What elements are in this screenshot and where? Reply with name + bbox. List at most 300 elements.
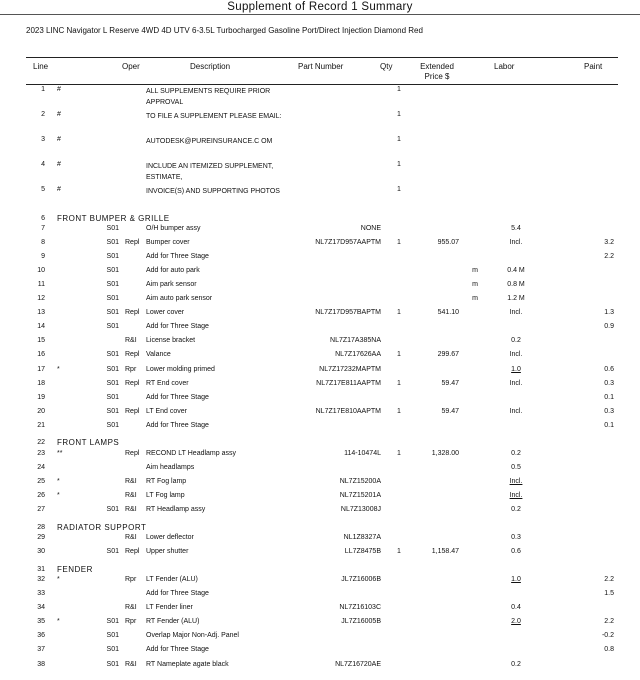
description: Add for Three Stage [146, 253, 209, 261]
quantity [384, 478, 414, 492]
description: Upper shutter [146, 548, 189, 556]
quantity: 1 [397, 379, 401, 387]
labor-type-marker [462, 380, 488, 394]
quantity: 1 [397, 186, 401, 193]
operation: Repl [125, 309, 140, 317]
part-number: JL7Z16006B [341, 576, 381, 584]
extended-price [414, 590, 462, 604]
table-row [26, 366, 618, 380]
section-title: FRONT LAMPS [57, 438, 120, 448]
header-bottom-rule [26, 84, 618, 85]
paint-hours: 0.8 [604, 646, 614, 654]
labor-type-marker [462, 309, 488, 323]
quantity [384, 506, 414, 520]
paint-hours [544, 136, 618, 161]
labor-type-marker [462, 478, 488, 492]
labor-hours: 1.0 [511, 576, 521, 584]
extended-price [414, 604, 462, 618]
line-flag [49, 408, 92, 422]
section-header-row [26, 562, 618, 576]
line-flag [49, 590, 92, 604]
line-number: 38 [37, 660, 45, 668]
table-row [26, 548, 618, 562]
supplement-code [92, 161, 122, 186]
supplement-code: S01 [106, 379, 119, 387]
quantity [384, 394, 414, 408]
supplement-code [92, 111, 122, 136]
paint-hours: 2.2 [604, 253, 614, 261]
col-header-description: Description [190, 62, 231, 71]
description: Overlap Major Non-Adj. Panel [146, 632, 239, 640]
line-flag: * [57, 618, 60, 626]
line-number: 17 [37, 365, 45, 373]
line-number: 3 [41, 136, 45, 143]
description: Aim park sensor [146, 281, 197, 289]
extended-price [414, 618, 462, 632]
paint-hours [544, 161, 618, 186]
description: LT Fender liner [146, 604, 193, 612]
part-number [282, 186, 384, 211]
operation: Repl [125, 239, 140, 247]
paint-hours: 0.1 [604, 393, 614, 401]
part-number [282, 464, 384, 478]
line-flag: # [57, 136, 61, 143]
quantity [384, 464, 414, 478]
part-number [282, 161, 384, 186]
part-number [282, 394, 384, 408]
paint-hours [544, 534, 618, 548]
description: Add for auto park [146, 267, 200, 275]
supplement-code [92, 576, 122, 590]
line-number: 16 [37, 351, 45, 359]
extended-price [414, 492, 462, 506]
table-row [26, 492, 618, 506]
supplement-code: S01 [106, 646, 119, 654]
line-number: 36 [37, 632, 45, 640]
description: RT Fender (ALU) [146, 618, 200, 626]
col-header-part-number: Part Number [298, 62, 344, 71]
line-number: 37 [37, 646, 45, 654]
line-flag [49, 632, 92, 646]
extended-price [414, 295, 462, 309]
line-number: 31 [37, 565, 45, 573]
labor-type-marker [462, 323, 488, 337]
labor-type-marker [462, 661, 488, 675]
paint-hours [544, 295, 618, 309]
section-title: FENDER [57, 564, 93, 574]
labor-type-marker [462, 464, 488, 478]
supplement-code [92, 492, 122, 506]
extended-price: 299.67 [437, 351, 459, 359]
paint-hours [544, 86, 618, 111]
labor-hours: Incl. [509, 477, 523, 485]
extended-price [414, 506, 462, 520]
supplement-code [92, 478, 122, 492]
paint-hours: -0.2 [601, 632, 614, 640]
part-number: NL7Z17D957BAPTM [315, 309, 381, 317]
operation: Repl [125, 407, 140, 415]
labor-hours: Incl. [509, 239, 523, 247]
line-number: 34 [37, 604, 45, 612]
paint-hours: 0.1 [604, 421, 614, 429]
operation: R&I [125, 337, 137, 345]
part-number: NL1Z8327A [343, 534, 381, 542]
table-row [26, 295, 618, 309]
labor-hours: 0.3 [511, 534, 521, 542]
line-flag: # [57, 186, 61, 193]
operation [122, 394, 146, 408]
labor-type-marker [462, 394, 488, 408]
line-number: 14 [37, 323, 45, 331]
line-flag: * [57, 365, 60, 373]
supplement-code: S01 [106, 295, 119, 303]
quantity [384, 661, 414, 675]
description: RECOND LT Headlamp assy [146, 449, 236, 457]
paint-hours [544, 351, 618, 365]
labor-type-marker [462, 351, 488, 365]
table-row [26, 604, 618, 618]
table-row [26, 323, 618, 337]
section-header-row [26, 520, 618, 534]
line-flag [49, 239, 92, 253]
part-number: NL7Z15201A [339, 491, 381, 499]
labor-type-marker [462, 186, 488, 211]
labor-type-marker [462, 506, 488, 520]
line-flag: * [57, 491, 60, 499]
description: RT Fog lamp [146, 477, 187, 485]
paint-hours: 0.3 [604, 379, 614, 387]
table-row [26, 351, 618, 365]
line-number: 18 [37, 379, 45, 387]
paint-hours [544, 464, 618, 478]
table-row [26, 576, 618, 590]
labor-hours: Incl. [509, 379, 523, 387]
operation [122, 161, 146, 186]
section-title: FRONT BUMPER & GRILLE [57, 213, 170, 223]
supplement-code: S01 [106, 421, 119, 429]
description: Valance [146, 351, 171, 359]
line-number: 33 [37, 590, 45, 598]
line-number: 5 [41, 186, 45, 193]
description: INCLUDE AN ITEMIZED SUPPLEMENT, ESTIMATE, [146, 163, 274, 181]
line-flag [49, 323, 92, 337]
labor-type-marker: m [472, 267, 478, 275]
quantity: 1 [397, 548, 401, 556]
line-number: 6 [41, 214, 45, 222]
line-flag: * [57, 576, 60, 584]
description: AUTODESK@PUREINSURANCE.C OM [146, 138, 273, 145]
labor-hours [488, 186, 544, 211]
line-number: 15 [37, 337, 45, 345]
extended-price [414, 576, 462, 590]
labor-hours [488, 646, 544, 660]
quantity: 1 [397, 407, 401, 415]
line-number: 21 [37, 421, 45, 429]
labor-hours [488, 136, 544, 161]
labor-hours: 0.6 [511, 548, 521, 556]
operation [122, 422, 146, 436]
part-number [282, 632, 384, 646]
line-flag [49, 295, 92, 309]
line-number: 32 [37, 576, 45, 584]
table-row [26, 646, 618, 660]
paint-hours [544, 186, 618, 211]
description: Aim headlamps [146, 463, 195, 471]
labor-type-marker [462, 136, 488, 161]
line-number: 28 [37, 523, 45, 531]
table-row [26, 281, 618, 295]
quantity [384, 225, 414, 239]
labor-hours: 0.2 [511, 660, 521, 668]
table-row [26, 632, 618, 646]
operation: Repl [125, 379, 140, 387]
labor-hours [488, 632, 544, 646]
line-number: 29 [37, 534, 45, 542]
description: RT Nameplate agate black [146, 660, 229, 668]
quantity [384, 632, 414, 646]
operation: Rpr [125, 618, 137, 626]
description: ALL SUPPLEMENTS REQUIRE PRIOR APPROVAL [146, 88, 271, 106]
labor-type-marker [462, 337, 488, 351]
paint-hours [544, 225, 618, 239]
part-number: LL7Z8475B [344, 548, 381, 556]
description: Add for Three Stage [146, 646, 209, 654]
col-header-qty: Qty [380, 62, 393, 71]
line-number: 23 [37, 449, 45, 457]
supplement-code: S01 [106, 239, 119, 247]
title-divider [0, 14, 640, 15]
description: Add for Three Stage [146, 323, 209, 331]
supplement-code: S01 [106, 660, 119, 668]
extended-price [414, 632, 462, 646]
operation: R&I [125, 604, 137, 612]
quantity [384, 576, 414, 590]
quantity: 1 [397, 161, 401, 168]
estimate-lines-table [26, 86, 618, 675]
quantity [384, 590, 414, 604]
part-number [282, 253, 384, 267]
description: LT Fog lamp [146, 491, 185, 499]
description: Add for Three Stage [146, 393, 209, 401]
line-flag [49, 604, 92, 618]
labor-hours: Incl. [509, 351, 523, 359]
labor-type-marker: m [472, 295, 478, 303]
labor-hours: Incl. [509, 491, 523, 499]
table-row [26, 618, 618, 632]
section-title: RADIATOR SUPPORT [57, 522, 147, 532]
supplement-code: S01 [106, 393, 119, 401]
description: Add for Three Stage [146, 421, 209, 429]
labor-hours: 0.5 [511, 463, 521, 471]
labor-hours: 2.0 [511, 618, 521, 626]
line-number: 1 [41, 86, 45, 93]
operation [122, 281, 146, 295]
labor-hours [488, 86, 544, 111]
operation [122, 590, 146, 604]
line-flag: # [57, 86, 61, 93]
description: License bracket [146, 337, 196, 345]
operation [122, 186, 146, 211]
line-number: 24 [37, 463, 45, 471]
table-row [26, 464, 618, 478]
part-number: NL7Z17E811AAPTM [316, 379, 381, 387]
table-row [26, 86, 618, 111]
extended-price [414, 464, 462, 478]
extended-price [414, 225, 462, 239]
quantity [384, 604, 414, 618]
line-flag [49, 646, 92, 660]
line-number: 11 [37, 281, 45, 289]
col-header-oper: Oper [122, 62, 140, 71]
line-number: 12 [37, 295, 45, 303]
operation: R&I [125, 491, 137, 499]
quantity [384, 422, 414, 436]
extended-price [414, 366, 462, 380]
line-flag: # [57, 111, 61, 118]
operation: Rpr [125, 576, 137, 584]
operation [122, 295, 146, 309]
labor-hours [488, 323, 544, 337]
operation: R&I [125, 534, 137, 542]
description: LT Fender (ALU) [146, 576, 198, 584]
paint-hours: 1.3 [604, 309, 614, 317]
extended-price: 59.47 [441, 407, 459, 415]
quantity: 1 [397, 351, 401, 359]
labor-type-marker [462, 161, 488, 186]
line-flag [49, 253, 92, 267]
operation: R&I [125, 505, 137, 513]
paint-hours [544, 548, 618, 562]
quantity [384, 534, 414, 548]
col-header-extended-price [416, 62, 458, 82]
part-number [282, 111, 384, 136]
quantity [384, 646, 414, 660]
line-number: 13 [37, 309, 45, 317]
part-number: NL7Z16103C [339, 604, 381, 612]
quantity: 1 [397, 86, 401, 93]
supplement-code [92, 590, 122, 604]
extended-price [414, 111, 462, 136]
operation: R&I [125, 660, 137, 668]
extended-price [414, 661, 462, 675]
supplement-code [92, 86, 122, 111]
operation [122, 111, 146, 136]
quantity: 1 [397, 449, 401, 457]
labor-hours [488, 161, 544, 186]
labor-type-marker [462, 225, 488, 239]
quantity [384, 281, 414, 295]
table-row [26, 450, 618, 464]
labor-hours: Incl. [509, 309, 523, 317]
paint-hours [544, 492, 618, 506]
extended-price [414, 161, 462, 186]
line-flag: * [57, 477, 60, 485]
part-number [282, 646, 384, 660]
operation: Repl [125, 449, 140, 457]
labor-type-marker [462, 632, 488, 646]
col-header-line: Line [33, 62, 49, 71]
extended-price: 59.47 [441, 379, 459, 387]
description: Bumper cover [146, 239, 190, 247]
labor-type-marker [462, 646, 488, 660]
paint-hours: 0.6 [604, 365, 614, 373]
description: Lower cover [146, 309, 185, 317]
supplement-code: S01 [106, 365, 119, 373]
extended-price [414, 646, 462, 660]
part-number: NL7Z17232MAPTM [319, 365, 381, 373]
line-number: 26 [37, 491, 45, 499]
line-flag [49, 267, 92, 281]
paint-hours [544, 661, 618, 675]
part-number [282, 422, 384, 436]
description: RT Headlamp assy [146, 505, 206, 513]
supplement-code [92, 450, 122, 464]
extended-price [414, 337, 462, 351]
labor-hours [488, 422, 544, 436]
table-row [26, 111, 618, 136]
operation [122, 632, 146, 646]
quantity [384, 267, 414, 281]
part-number: NL7Z16720AE [335, 660, 381, 668]
quantity [384, 492, 414, 506]
line-flag [49, 661, 92, 675]
paint-hours [544, 450, 618, 464]
quantity: 1 [397, 111, 401, 118]
extended-price [414, 267, 462, 281]
table-row [26, 534, 618, 548]
paint-hours [544, 337, 618, 351]
line-flag [49, 464, 92, 478]
labor-type-marker [462, 86, 488, 111]
supplement-code: S01 [106, 323, 119, 331]
labor-hours: 1.2 M [507, 295, 525, 303]
supplement-code [92, 186, 122, 211]
extended-price [414, 186, 462, 211]
supplement-code [92, 464, 122, 478]
extended-price [414, 534, 462, 548]
part-number: JL7Z16005B [341, 618, 381, 626]
part-number: NL7Z17A385NA [330, 337, 381, 345]
supplement-code: S01 [106, 253, 119, 261]
table-row [26, 506, 618, 520]
supplement-code: S01 [106, 632, 119, 640]
labor-type-marker [462, 408, 488, 422]
col-header-labor: Labor [494, 62, 515, 71]
quantity [384, 295, 414, 309]
line-number: 20 [37, 407, 45, 415]
labor-type-marker [462, 576, 488, 590]
line-flag [49, 309, 92, 323]
labor-type-marker [462, 590, 488, 604]
labor-type-marker [462, 111, 488, 136]
operation [122, 323, 146, 337]
labor-hours: Incl. [509, 407, 523, 415]
table-row [26, 422, 618, 436]
estimate-lines [26, 86, 618, 675]
labor-hours: 0.2 [511, 505, 521, 513]
extended-price [414, 478, 462, 492]
labor-hours [488, 111, 544, 136]
part-number [282, 136, 384, 161]
extended-price [414, 422, 462, 436]
extended-price: 1,158.47 [431, 548, 459, 556]
part-number [282, 86, 384, 111]
quantity [384, 366, 414, 380]
supplement-code: S01 [106, 309, 119, 317]
extended-price [414, 136, 462, 161]
labor-type-marker [462, 450, 488, 464]
quantity [384, 253, 414, 267]
